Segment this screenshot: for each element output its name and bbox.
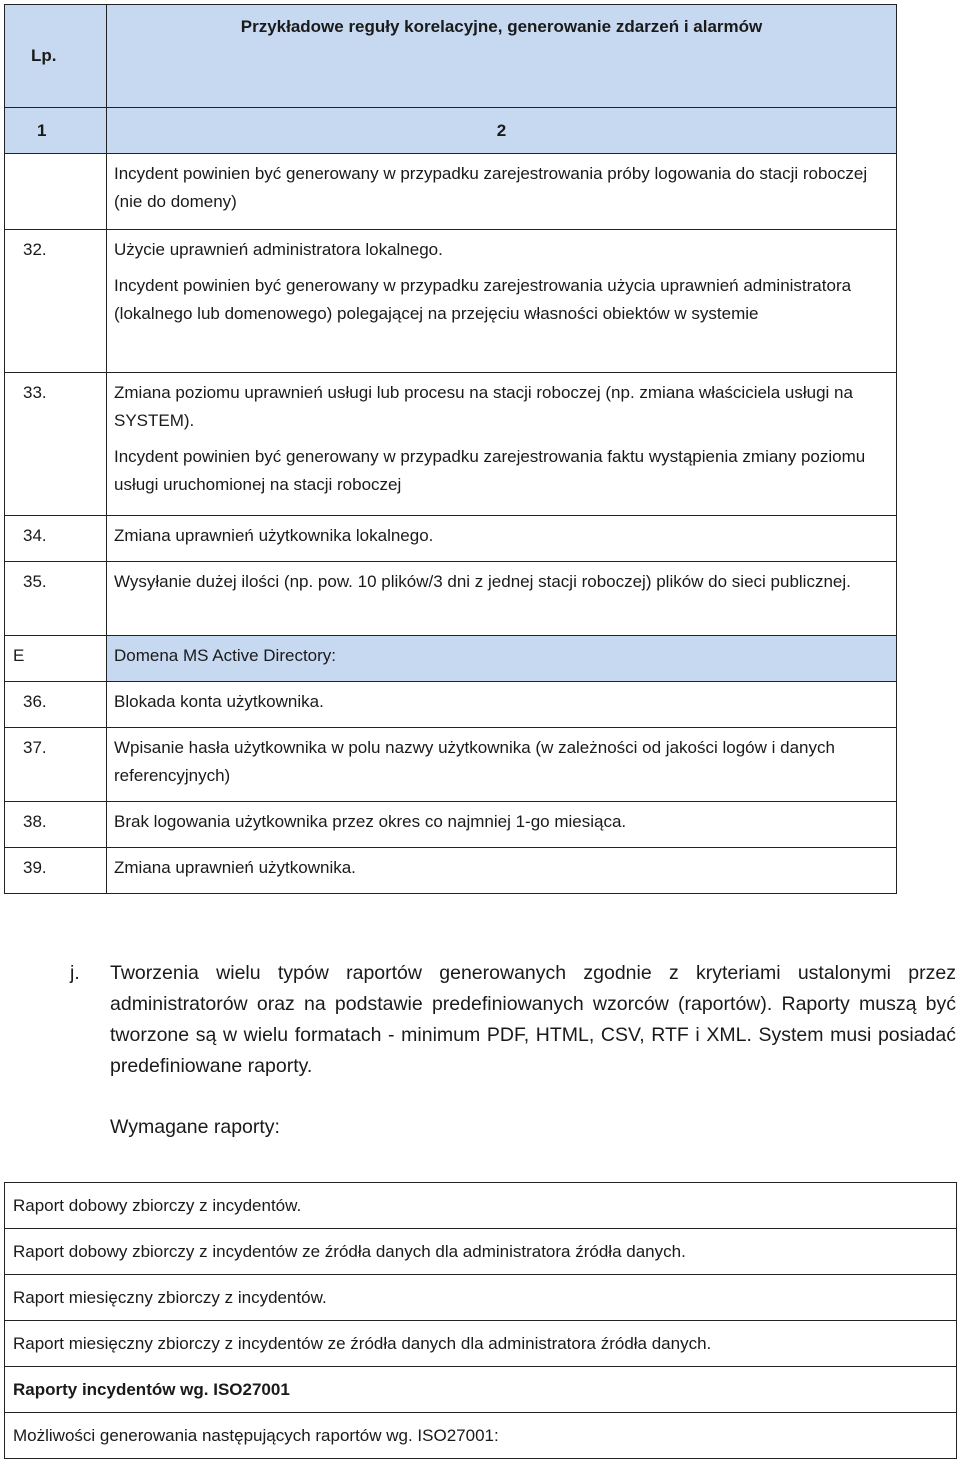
rule-title: Zmiana uprawnień użytkownika. [107,848,897,894]
required-reports-label: Wymagane raporty: [110,1116,280,1138]
table-row [5,728,897,802]
subheader-col1: 1 [5,108,107,154]
report-item: Raport dobowy zbiorczy z incydentów ze źródła danych dla administratora źródła danych. [5,1229,957,1275]
table-row [5,1229,957,1275]
report-item: Raport miesięczny zbiorczy z incydentów. [5,1275,957,1321]
row-number: 37. [5,728,107,802]
row-number: 36. [5,682,107,728]
table-row [5,516,897,562]
row-number: 39. [5,848,107,894]
table-row [5,373,897,516]
row-number: 35. [5,562,107,636]
rule-description: Incydent powinien być generowany w przypadku zarejestrowania faktu wystąpienia zmiany poziomu usługi uruchomionej na stacji roboczej [114,447,866,494]
list-item-text: Tworzenia wielu typów raportów generowanych zgodnie z kryteriami ustalonymi przez administratorów oraz na podstawie predefiniowanych wzorców (raportów). Raporty muszą być tworzone są w wielu formatach - minimum PDF, HTML, CSV, RTF i XML. System musi posiadać predefiniowane raporty. [110,962,956,1077]
continued-description: Incydent powinien być generowany w przypadku zarejestrowania próby logowania do stacji roboczej (nie do domeny) [107,154,897,230]
table-subheader-row [5,108,897,154]
rule-title: Zmiana poziomu uprawnień usługi lub procesu na stacji roboczej (np. zmiana właściciela usługi na SYSTEM). [114,383,853,430]
subheader-col2: 2 [107,108,897,154]
list-item-j [70,958,956,1082]
rule-title: Wysyłanie dużej ilości (np. pow. 10 plików/3 dni z jednej stacji roboczej) plików do sieci publicznej. [107,562,897,636]
row-number: 38. [5,802,107,848]
table-row [5,154,897,230]
table-header-row [5,5,897,108]
report-item: Raport dobowy zbiorczy z incydentów. [5,1183,957,1229]
rule-title: Blokada konta użytkownika. [107,682,897,728]
iso-heading: Raporty incydentów wg. ISO27001 [5,1367,957,1413]
row-number: 34. [5,516,107,562]
iso-text: Możliwości generowania następujących raportów wg. ISO27001: [5,1413,957,1459]
rule-title: Zmiana uprawnień użytkownika lokalnego. [107,516,897,562]
table-row [5,1367,957,1413]
section-row [5,636,897,682]
rule-title: Użycie uprawnień administratora lokalnego. [114,240,443,259]
table-row [5,230,897,373]
table-row [5,1321,957,1367]
table-row [5,1275,957,1321]
list-marker: j. [70,962,80,984]
rule-title: Wpisanie hasła użytkownika w polu nazwy użytkownika (w zależności od jakości logów i danych referencyjnych) [107,728,897,802]
table-row [5,1183,957,1229]
table-row [5,562,897,636]
section-title: Domena MS Active Directory: [107,636,897,682]
section-label: E [5,636,107,682]
header-lp: Lp. [5,5,107,108]
header-title: Przykładowe reguły korelacyjne, generowanie zdarzeń i alarmów [107,5,897,108]
correlation-rules-table [4,4,897,894]
reports-table [4,1182,957,1459]
rule-description: Incydent powinien być generowany w przypadku zarejestrowania użycia uprawnień administratora (lokalnego lub domenowego) polegającej na przejęciu własności obiektów w systemie [114,276,852,323]
report-item: Raport miesięczny zbiorczy z incydentów ze źródła danych dla administratora źródła danych. [5,1321,957,1367]
row-number: 33. [5,373,107,516]
table-row [5,848,897,894]
table-row [5,682,897,728]
row-number: 32. [5,230,107,373]
table-row [5,802,897,848]
table-row [5,1413,957,1459]
rule-title: Brak logowania użytkownika przez okres co najmniej 1-go miesiąca. [107,802,897,848]
